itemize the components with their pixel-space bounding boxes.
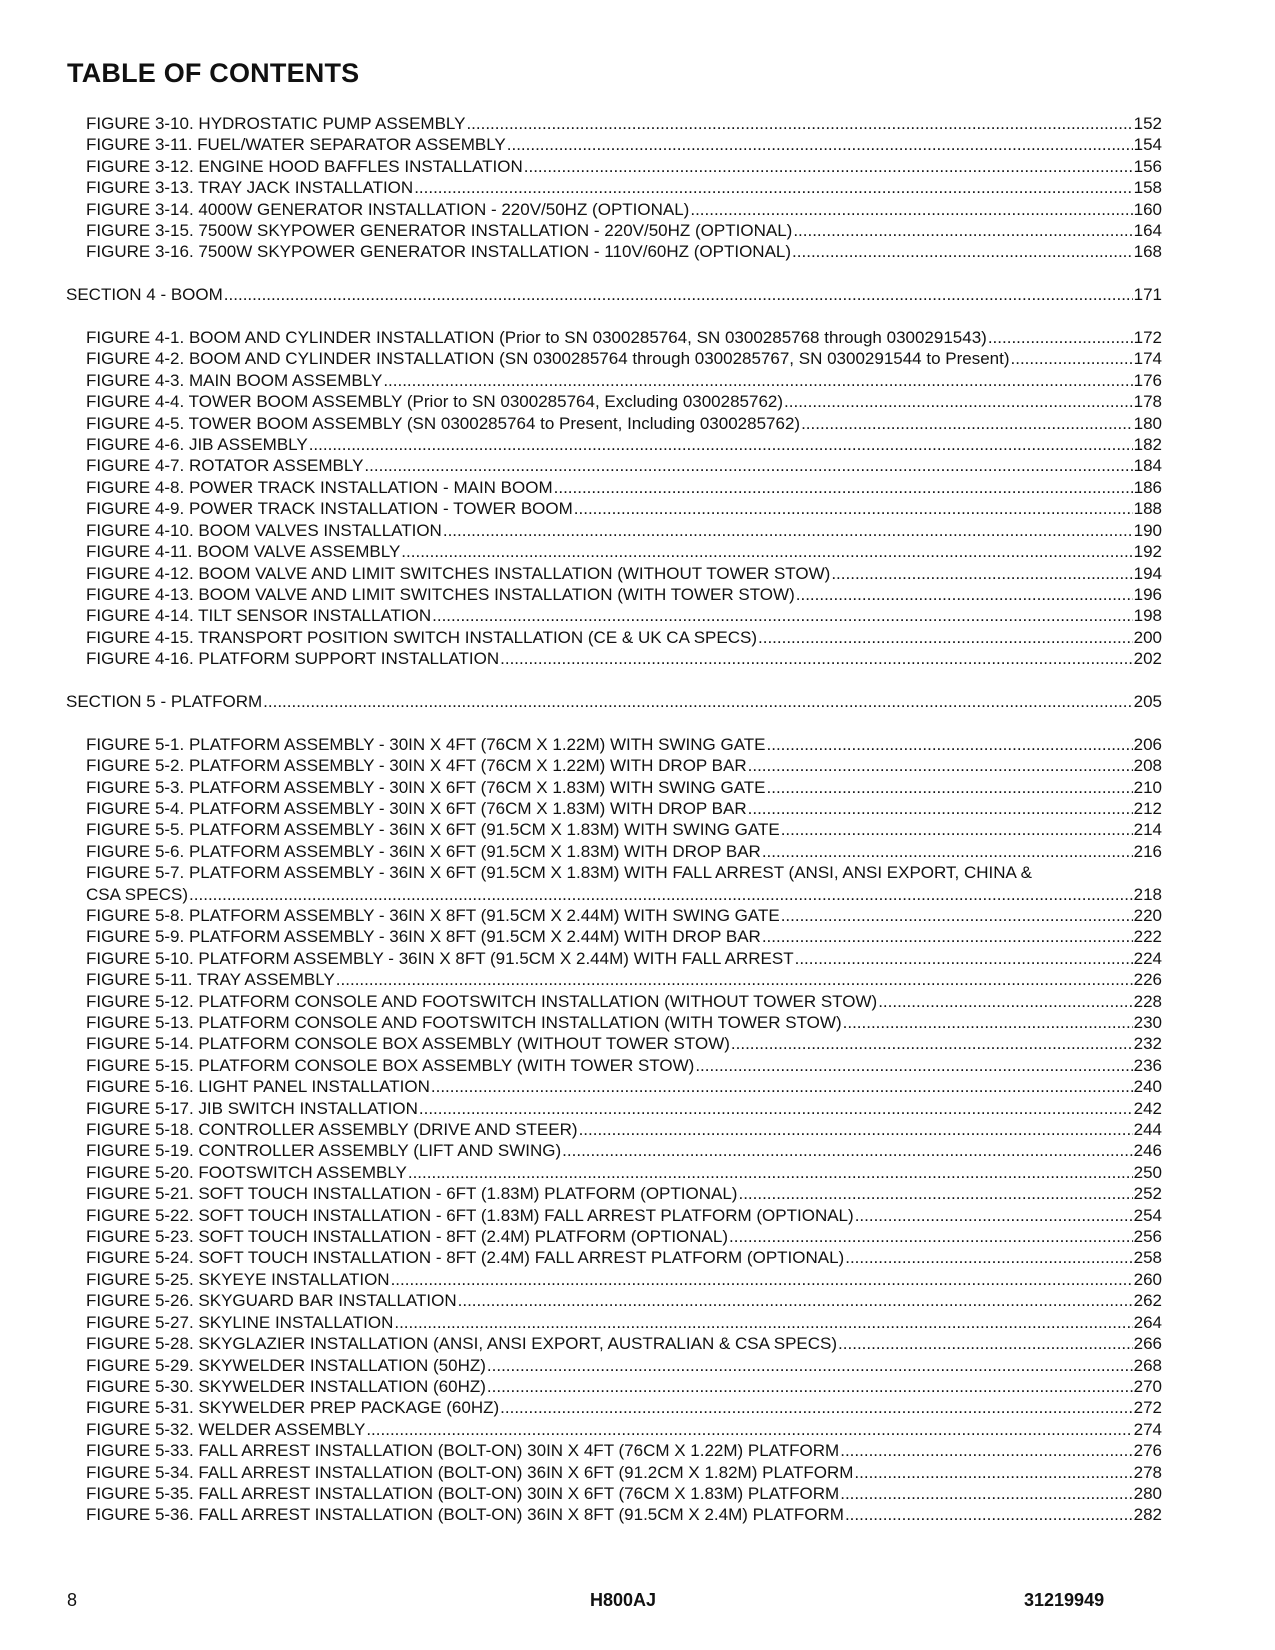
dot-leader bbox=[731, 1033, 1133, 1054]
toc-entry-label: FIGURE 5-5. PLATFORM ASSEMBLY - 36IN X 6FT (91.5CM X 1.83M) WITH SWING GATE bbox=[86, 820, 780, 840]
toc-entry-label: FIGURE 5-24. SOFT TOUCH INSTALLATION - 8FT (2.4M) FALL ARREST PLATFORM (OPTIONAL) bbox=[86, 1248, 845, 1268]
toc-entry-label: FIGURE 5-27. SKYLINE INSTALLATION bbox=[86, 1312, 394, 1332]
toc-entry-page: 256 bbox=[1133, 1227, 1162, 1247]
dot-leader bbox=[524, 156, 1133, 177]
toc-entry-page: 278 bbox=[1133, 1462, 1162, 1482]
toc-entry-label: FIGURE 3-10. HYDROSTATIC PUMP ASSEMBLY bbox=[86, 114, 466, 133]
toc-entry-page: 244 bbox=[1133, 1120, 1162, 1140]
dot-leader bbox=[383, 370, 1132, 391]
toc-entry-label: FIGURE 5-14. PLATFORM CONSOLE BOX ASSEMBLY (WITHOUT TOWER STOW) bbox=[86, 1034, 730, 1054]
toc-entry-page: 160 bbox=[1133, 199, 1162, 219]
toc-entry-label: FIGURE 4-8. POWER TRACK INSTALLATION - MAIN BOOM bbox=[86, 477, 553, 497]
toc-entry-label: FIGURE 3-13. TRAY JACK INSTALLATION bbox=[86, 178, 414, 198]
toc-entry-label: FIGURE 4-3. MAIN BOOM ASSEMBLY bbox=[86, 370, 383, 390]
dot-leader bbox=[189, 884, 1133, 905]
toc-entry-label: FIGURE 5-32. WELDER ASSEMBLY bbox=[86, 1419, 366, 1439]
dot-leader bbox=[487, 1355, 1133, 1376]
toc-entry[interactable] bbox=[66, 841, 1162, 862]
dot-leader bbox=[878, 991, 1132, 1012]
dot-leader bbox=[224, 284, 1133, 305]
toc-entry[interactable] bbox=[66, 1162, 1162, 1183]
toc-entry-label: FIGURE 4-11. BOOM VALVE ASSEMBLY bbox=[86, 542, 401, 562]
toc-entry-page: 274 bbox=[1133, 1419, 1162, 1439]
toc-entry-page: 214 bbox=[1133, 820, 1162, 840]
toc-entry[interactable] bbox=[66, 1419, 1162, 1440]
toc-entry-page: 176 bbox=[1133, 370, 1162, 390]
toc-entry-page: 242 bbox=[1133, 1098, 1162, 1118]
toc-entry[interactable] bbox=[66, 1183, 1162, 1204]
toc-section-label: SECTION 4 - BOOM bbox=[66, 285, 223, 305]
toc-entry[interactable] bbox=[66, 1290, 1162, 1311]
toc-entry-page: 262 bbox=[1133, 1291, 1162, 1311]
dot-leader bbox=[562, 1140, 1132, 1161]
toc-entry-page: 180 bbox=[1133, 413, 1162, 433]
dot-leader bbox=[1011, 348, 1133, 369]
toc-entry[interactable] bbox=[66, 541, 1162, 562]
toc-entry[interactable] bbox=[66, 1397, 1162, 1418]
toc-entry-label: FIGURE 5-9. PLATFORM ASSEMBLY - 36IN X 8FT (91.5CM X 2.44M) WITH DROP BAR bbox=[86, 927, 761, 947]
dot-leader bbox=[845, 1247, 1132, 1268]
dot-leader bbox=[854, 1462, 1132, 1483]
toc-entry-page: 222 bbox=[1133, 927, 1162, 947]
toc-entry[interactable] bbox=[66, 1076, 1162, 1097]
dot-leader bbox=[855, 1205, 1133, 1226]
toc-entry-label: FIGURE 4-10. BOOM VALVES INSTALLATION bbox=[86, 520, 442, 540]
footer-model: H800AJ bbox=[590, 1590, 657, 1610]
toc-entry[interactable] bbox=[66, 220, 1162, 241]
toc-entry[interactable] bbox=[66, 948, 1162, 969]
toc-entry[interactable] bbox=[66, 241, 1162, 262]
toc-entry-page: 246 bbox=[1133, 1141, 1162, 1161]
toc-entry-page: 184 bbox=[1133, 456, 1162, 476]
dot-leader bbox=[431, 1076, 1133, 1097]
toc-entry-label: FIGURE 5-35. FALL ARREST INSTALLATION (BOLT-ON) 30IN X 6FT (76CM X 1.83M) PLATFORM bbox=[86, 1483, 840, 1503]
dot-leader bbox=[758, 627, 1133, 648]
toc-entry[interactable] bbox=[66, 1247, 1162, 1268]
toc-entry[interactable] bbox=[66, 584, 1162, 605]
toc-entry[interactable] bbox=[66, 862, 1162, 883]
toc-entry[interactable] bbox=[66, 1033, 1162, 1054]
dot-leader bbox=[574, 498, 1133, 519]
dot-leader bbox=[801, 413, 1133, 434]
dot-leader bbox=[792, 241, 1133, 262]
dot-leader bbox=[364, 455, 1132, 476]
dot-leader bbox=[843, 1012, 1133, 1033]
toc-entry-label: FIGURE 5-13. PLATFORM CONSOLE AND FOOTSWITCH INSTALLATION (WITH TOWER STOW) bbox=[86, 1013, 842, 1032]
toc-entry[interactable] bbox=[66, 777, 1162, 798]
toc-entry-label: FIGURE 3-15. 7500W SKYPOWER GENERATOR INSTALLATION - 220V/50HZ (OPTIONAL) bbox=[86, 221, 793, 241]
toc-entry[interactable] bbox=[66, 1226, 1162, 1247]
toc-entry-page: 216 bbox=[1133, 841, 1162, 861]
dot-leader bbox=[336, 969, 1133, 990]
toc-entry[interactable] bbox=[66, 734, 1162, 755]
toc-entry-continued-label: CSA SPECS) bbox=[86, 884, 189, 904]
toc-entry-label: FIGURE 5-31. SKYWELDER PREP PACKAGE (60HZ) bbox=[86, 1398, 500, 1418]
toc-entry-label: FIGURE 5-10. PLATFORM ASSEMBLY - 36IN X 8FT (91.5CM X 2.44M) WITH FALL ARREST bbox=[86, 948, 794, 968]
toc-entry-label: FIGURE 4-15. TRANSPORT POSITION SWITCH INSTALLATION (CE & UK CA SPECS) bbox=[86, 627, 757, 647]
toc-entry[interactable] bbox=[66, 1504, 1162, 1525]
dot-leader bbox=[796, 584, 1133, 605]
toc-entry[interactable] bbox=[66, 755, 1162, 776]
toc-entry[interactable] bbox=[66, 627, 1162, 648]
toc-entry-page: 266 bbox=[1133, 1334, 1162, 1354]
toc-entry-label: FIGURE 3-14. 4000W GENERATOR INSTALLATION - 220V/50HZ (OPTIONAL) bbox=[86, 199, 690, 219]
toc-entry[interactable] bbox=[66, 455, 1162, 476]
toc-entry-page: 220 bbox=[1133, 905, 1162, 925]
toc-entry-page: 202 bbox=[1133, 649, 1162, 669]
toc-entry[interactable] bbox=[66, 348, 1162, 369]
toc-entry-label: FIGURE 5-6. PLATFORM ASSEMBLY - 36IN X 6FT (91.5CM X 1.83M) WITH DROP BAR bbox=[86, 841, 761, 861]
toc-entry-label: FIGURE 5-15. PLATFORM CONSOLE BOX ASSEMBLY (WITH TOWER STOW) bbox=[86, 1055, 695, 1075]
toc-entry[interactable] bbox=[66, 1483, 1162, 1504]
dot-leader bbox=[988, 327, 1133, 348]
toc-entry-label: FIGURE 4-1. BOOM AND CYLINDER INSTALLATION (Prior to SN 0300285764, SN 0300285768 through 0300291543) bbox=[86, 328, 987, 348]
toc-entry-label: FIGURE 4-5. TOWER BOOM ASSEMBLY (SN 0300285764 to Present, Including 0300285762) bbox=[86, 413, 801, 433]
toc-entry[interactable] bbox=[66, 1462, 1162, 1483]
toc-entry-page: 156 bbox=[1133, 156, 1162, 176]
toc-entry[interactable] bbox=[66, 648, 1162, 669]
toc-entry-label: FIGURE 5-18. CONTROLLER ASSEMBLY (DRIVE AND STEER) bbox=[86, 1120, 578, 1140]
dot-leader bbox=[507, 134, 1133, 155]
toc-entry[interactable] bbox=[66, 798, 1162, 819]
toc-entry-label: FIGURE 4-4. TOWER BOOM ASSEMBLY (Prior to SN 0300285764, Excluding 0300285762) bbox=[86, 392, 784, 412]
toc-entry[interactable] bbox=[66, 1205, 1162, 1226]
dot-leader bbox=[781, 905, 1133, 926]
toc-entry-page: 280 bbox=[1133, 1483, 1162, 1503]
toc-entry[interactable] bbox=[66, 1355, 1162, 1376]
toc-entry-continued[interactable] bbox=[66, 884, 1162, 905]
dot-leader bbox=[579, 1119, 1133, 1140]
dot-leader bbox=[748, 755, 1133, 776]
toc-entry-page: 158 bbox=[1133, 178, 1162, 198]
dot-leader bbox=[767, 777, 1133, 798]
toc-entry[interactable] bbox=[66, 134, 1162, 155]
toc-entry-label: FIGURE 5-4. PLATFORM ASSEMBLY - 30IN X 6FT (76CM X 1.83M) WITH DROP BAR bbox=[86, 798, 747, 818]
toc-entry-label: FIGURE 3-11. FUEL/WATER SEPARATOR ASSEMBLY bbox=[86, 135, 506, 155]
toc-entry-label: FIGURE 5-3. PLATFORM ASSEMBLY - 30IN X 6FT (76CM X 1.83M) WITH SWING GATE bbox=[86, 777, 766, 797]
toc-entry-label: FIGURE 5-16. LIGHT PANEL INSTALLATION bbox=[86, 1077, 430, 1097]
toc-entry-label: FIGURE 5-11. TRAY ASSEMBLY bbox=[86, 970, 335, 990]
toc-entry-page: 254 bbox=[1133, 1205, 1162, 1225]
toc-entry[interactable] bbox=[66, 1098, 1162, 1119]
dot-leader bbox=[414, 177, 1132, 198]
toc-entry-page: 258 bbox=[1133, 1248, 1162, 1268]
toc-entry-label: FIGURE 5-2. PLATFORM ASSEMBLY - 30IN X 4FT (76CM X 1.22M) WITH DROP BAR bbox=[86, 756, 747, 776]
dot-leader bbox=[443, 520, 1133, 541]
dot-leader bbox=[500, 648, 1133, 669]
dot-leader bbox=[845, 1504, 1133, 1525]
toc-entry[interactable] bbox=[66, 1140, 1162, 1161]
footer-page-number: 8 bbox=[67, 1590, 78, 1610]
dot-leader bbox=[366, 1419, 1132, 1440]
dot-leader bbox=[500, 1397, 1132, 1418]
dot-leader bbox=[784, 391, 1133, 412]
dot-leader bbox=[840, 1483, 1132, 1504]
toc-entry-label: FIGURE 4-9. POWER TRACK INSTALLATION - TOWER BOOM bbox=[86, 499, 573, 519]
dot-leader bbox=[458, 1290, 1133, 1311]
toc-entry-page: 236 bbox=[1133, 1055, 1162, 1075]
dot-leader bbox=[466, 113, 1132, 134]
dot-leader bbox=[840, 1440, 1132, 1461]
toc-entry-page: 210 bbox=[1133, 777, 1162, 797]
toc-entry-page: 164 bbox=[1133, 221, 1162, 241]
dot-leader bbox=[401, 541, 1132, 562]
toc-entry-page: 154 bbox=[1133, 135, 1162, 155]
toc-entry-page: 264 bbox=[1133, 1312, 1162, 1332]
toc-entry-page: 252 bbox=[1133, 1184, 1162, 1204]
toc-entry[interactable] bbox=[66, 905, 1162, 926]
dot-leader bbox=[781, 819, 1133, 840]
toc-entry-page: 268 bbox=[1133, 1355, 1162, 1375]
toc-entry-page: 192 bbox=[1133, 542, 1162, 562]
toc-entry-page: 200 bbox=[1133, 627, 1162, 647]
toc-entry-label: FIGURE 4-14. TILT SENSOR INSTALLATION bbox=[86, 606, 432, 626]
toc-entry-page: 230 bbox=[1133, 1013, 1162, 1032]
toc-entry-page: 212 bbox=[1133, 798, 1162, 818]
toc-entry-continued-page: 218 bbox=[1133, 884, 1162, 904]
toc-entry[interactable] bbox=[66, 1012, 1162, 1033]
toc-section-page: 205 bbox=[1133, 691, 1162, 711]
toc-entry[interactable] bbox=[66, 156, 1162, 177]
dot-leader bbox=[793, 220, 1132, 241]
toc-entry[interactable] bbox=[66, 1312, 1162, 1333]
toc-entry-label: FIGURE 5-1. PLATFORM ASSEMBLY - 30IN X 4FT (76CM X 1.22M) WITH SWING GATE bbox=[86, 734, 766, 754]
toc-entry-page: 260 bbox=[1133, 1269, 1162, 1289]
toc-entry-label: FIGURE 5-30. SKYWELDER INSTALLATION (60HZ) bbox=[86, 1376, 486, 1396]
toc-entry-page: 182 bbox=[1133, 435, 1162, 455]
toc-entry-label: FIGURE 3-16. 7500W SKYPOWER GENERATOR INSTALLATION - 110V/60HZ (OPTIONAL) bbox=[86, 242, 792, 262]
toc-entry[interactable] bbox=[66, 926, 1162, 947]
toc-entry[interactable] bbox=[66, 113, 1162, 134]
footer-doc-number: 31219949 bbox=[1024, 1590, 1105, 1610]
toc-entry-page: 272 bbox=[1133, 1398, 1162, 1418]
toc-entry[interactable] bbox=[66, 991, 1162, 1012]
toc-entry-label: FIGURE 5-33. FALL ARREST INSTALLATION (BOLT-ON) 30IN X 4FT (76CM X 1.22M) PLATFORM bbox=[86, 1441, 840, 1461]
toc-entry[interactable] bbox=[66, 1333, 1162, 1354]
toc-entry[interactable] bbox=[66, 563, 1162, 584]
toc-entry[interactable] bbox=[66, 177, 1162, 198]
toc-entry[interactable] bbox=[66, 819, 1162, 840]
toc-entry[interactable] bbox=[66, 969, 1162, 990]
toc-entry[interactable] bbox=[66, 370, 1162, 391]
toc-entry[interactable] bbox=[66, 199, 1162, 220]
toc-entry[interactable] bbox=[66, 391, 1162, 412]
page-title: TABLE OF CONTENTS bbox=[67, 58, 360, 88]
dot-leader bbox=[408, 1162, 1133, 1183]
toc-entry-page: 276 bbox=[1133, 1441, 1162, 1461]
toc-entry-page: 186 bbox=[1133, 477, 1162, 497]
toc-entry-page: 206 bbox=[1133, 734, 1162, 754]
toc-entry-label: FIGURE 5-25. SKYEYE INSTALLATION bbox=[86, 1269, 390, 1289]
toc-section-label: SECTION 5 - PLATFORM bbox=[66, 691, 263, 711]
dot-leader bbox=[748, 798, 1133, 819]
dot-leader bbox=[695, 1055, 1132, 1076]
toc-entry-label: FIGURE 5-28. SKYGLAZIER INSTALLATION (ANSI, ANSI EXPORT, AUSTRALIAN & CSA SPECS) bbox=[86, 1334, 838, 1354]
dot-leader bbox=[394, 1312, 1132, 1333]
toc-entry[interactable] bbox=[66, 477, 1162, 498]
toc-entry[interactable] bbox=[66, 1055, 1162, 1076]
dot-leader bbox=[391, 1269, 1133, 1290]
dot-leader bbox=[263, 691, 1132, 712]
toc-entry-page: 152 bbox=[1133, 114, 1162, 133]
toc-entry-page: 190 bbox=[1133, 520, 1162, 540]
toc-entry-label: FIGURE 5-26. SKYGUARD BAR INSTALLATION bbox=[86, 1291, 457, 1311]
toc-entry-label: FIGURE 4-7. ROTATOR ASSEMBLY bbox=[86, 456, 364, 476]
dot-leader bbox=[690, 199, 1132, 220]
toc-entry[interactable] bbox=[66, 327, 1162, 348]
toc-entry[interactable] bbox=[66, 1376, 1162, 1397]
toc-entry-label: FIGURE 4-6. JIB ASSEMBLY bbox=[86, 435, 308, 455]
dot-leader bbox=[419, 1098, 1133, 1119]
toc-entry[interactable] bbox=[66, 434, 1162, 455]
toc-entry[interactable] bbox=[66, 1440, 1162, 1461]
toc-entry-label: FIGURE 5-19. CONTROLLER ASSEMBLY (LIFT AND SWING) bbox=[86, 1141, 562, 1161]
toc-entry-page: 270 bbox=[1133, 1376, 1162, 1396]
toc-section[interactable] bbox=[66, 691, 1162, 712]
toc-entry[interactable] bbox=[66, 498, 1162, 519]
toc-entry-page: 178 bbox=[1133, 392, 1162, 412]
dot-leader bbox=[795, 948, 1133, 969]
toc-entry-page: 226 bbox=[1133, 970, 1162, 990]
toc-entry-label: FIGURE 5-12. PLATFORM CONSOLE AND FOOTSWITCH INSTALLATION (WITHOUT TOWER STOW) bbox=[86, 991, 878, 1011]
toc-entry-page: 188 bbox=[1133, 499, 1162, 519]
dot-leader bbox=[729, 1226, 1133, 1247]
toc-entry-page: 168 bbox=[1133, 242, 1162, 262]
toc-entry-label: FIGURE 5-29. SKYWELDER INSTALLATION (50HZ) bbox=[86, 1355, 486, 1375]
toc-entry-page: 174 bbox=[1133, 349, 1162, 369]
toc-entry-label: FIGURE 5-8. PLATFORM ASSEMBLY - 36IN X 8FT (91.5CM X 2.44M) WITH SWING GATE bbox=[86, 905, 780, 925]
toc-entry-label: FIGURE 4-13. BOOM VALVE AND LIMIT SWITCHES INSTALLATION (WITH TOWER STOW) bbox=[86, 584, 795, 604]
toc-entry-label: FIGURE 4-12. BOOM VALVE AND LIMIT SWITCHES INSTALLATION (WITHOUT TOWER STOW) bbox=[86, 563, 831, 583]
toc-entry-label: FIGURE 5-17. JIB SWITCH INSTALLATION bbox=[86, 1098, 418, 1118]
toc-entry[interactable] bbox=[66, 520, 1162, 541]
toc-entry[interactable] bbox=[66, 1119, 1162, 1140]
toc-entry-page: 282 bbox=[1133, 1505, 1162, 1525]
toc-entry-label: FIGURE 5-21. SOFT TOUCH INSTALLATION - 6FT (1.83M) PLATFORM (OPTIONAL) bbox=[86, 1184, 738, 1204]
toc-entry[interactable] bbox=[66, 1269, 1162, 1290]
toc-entry-page: 208 bbox=[1133, 756, 1162, 776]
dot-leader bbox=[762, 926, 1133, 947]
dot-leader bbox=[309, 434, 1133, 455]
toc-entry-label: FIGURE 5-7. PLATFORM ASSEMBLY - 36IN X 6FT (91.5CM X 1.83M) WITH FALL ARREST (ANSI, ANSI EXPORT, CHINA & bbox=[86, 863, 1032, 883]
dot-leader bbox=[738, 1183, 1132, 1204]
dot-leader bbox=[432, 605, 1133, 626]
toc-entry-label: FIGURE 3-12. ENGINE HOOD BAFFLES INSTALLATION bbox=[86, 156, 523, 176]
toc-entry-page: 224 bbox=[1133, 948, 1162, 968]
toc-section[interactable] bbox=[66, 284, 1162, 305]
toc-entry-page: 240 bbox=[1133, 1077, 1162, 1097]
toc-entry-page: 172 bbox=[1133, 328, 1162, 348]
dot-leader bbox=[767, 734, 1133, 755]
toc-entry[interactable] bbox=[66, 413, 1162, 434]
dot-leader bbox=[838, 1333, 1133, 1354]
toc-entry-page: 232 bbox=[1133, 1034, 1162, 1054]
dot-leader bbox=[831, 563, 1132, 584]
toc-entry-page: 196 bbox=[1133, 584, 1162, 604]
toc-entry-page: 198 bbox=[1133, 606, 1162, 626]
toc-entry-page: 228 bbox=[1133, 991, 1162, 1011]
dot-leader bbox=[762, 841, 1133, 862]
toc-entry-label: FIGURE 5-36. FALL ARREST INSTALLATION (BOLT-ON) 36IN X 8FT (91.5CM X 2.4M) PLATFORM bbox=[86, 1505, 844, 1525]
toc-entry-label: FIGURE 5-34. FALL ARREST INSTALLATION (BOLT-ON) 36IN X 6FT (91.2CM X 1.82M) PLATFORM bbox=[86, 1462, 854, 1482]
toc-list bbox=[66, 113, 1162, 1526]
toc-entry[interactable] bbox=[66, 605, 1162, 626]
toc-entry-page: 194 bbox=[1133, 563, 1162, 583]
toc-entry-label: FIGURE 5-22. SOFT TOUCH INSTALLATION - 6FT (1.83M) FALL ARREST PLATFORM (OPTIONAL) bbox=[86, 1205, 854, 1225]
toc-section-page: 171 bbox=[1133, 285, 1162, 305]
toc-entry-label: FIGURE 5-20. FOOTSWITCH ASSEMBLY bbox=[86, 1162, 407, 1182]
toc-entry-label: FIGURE 4-2. BOOM AND CYLINDER INSTALLATION (SN 0300285764 through 0300285767, SN 0300291544 to Present) bbox=[86, 349, 1010, 369]
toc-entry-page: 250 bbox=[1133, 1162, 1162, 1182]
dot-leader bbox=[487, 1376, 1133, 1397]
toc-entry-label: FIGURE 5-23. SOFT TOUCH INSTALLATION - 8FT (2.4M) PLATFORM (OPTIONAL) bbox=[86, 1227, 728, 1247]
toc-entry-label: FIGURE 4-16. PLATFORM SUPPORT INSTALLATION bbox=[86, 649, 500, 669]
dot-leader bbox=[554, 477, 1133, 498]
